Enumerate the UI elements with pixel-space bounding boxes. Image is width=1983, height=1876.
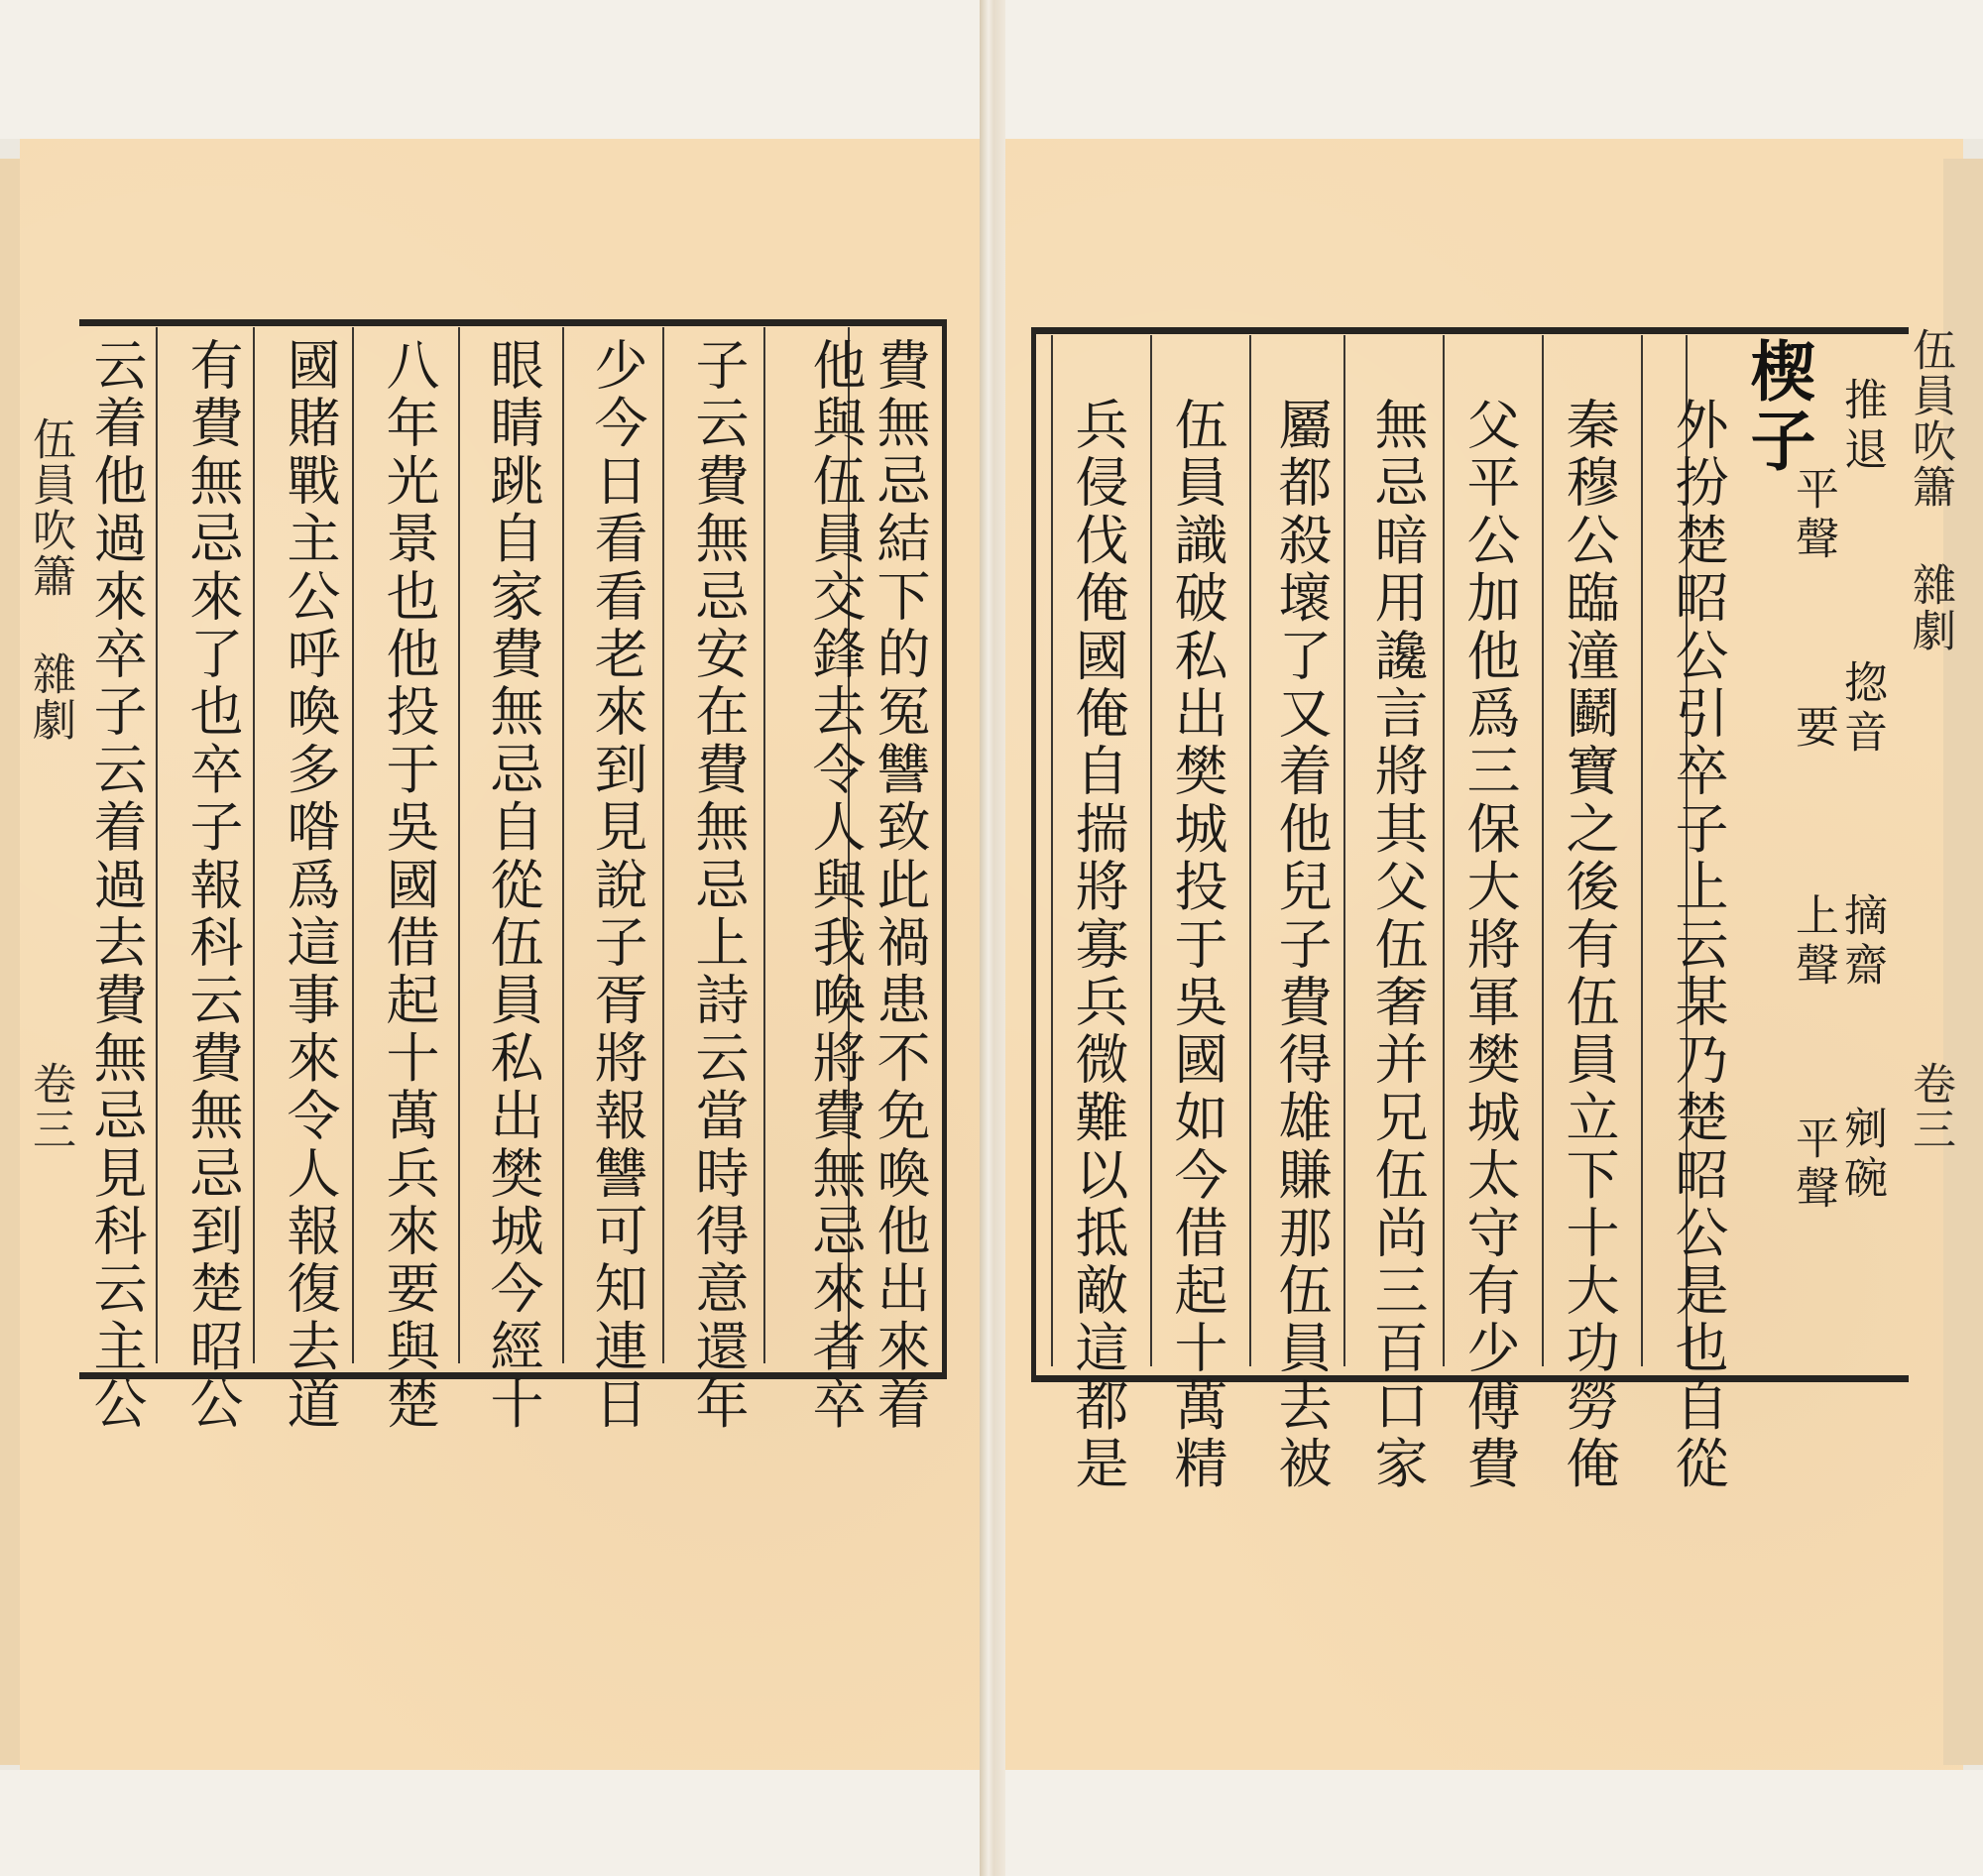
left-margin-title: 伍員吹簫 雜劇 xyxy=(25,416,75,743)
right-page-text-column: 外扮楚昭公引卒子上云某乃楚昭公是也自從 xyxy=(1667,397,1729,1493)
section-heading: 楔子 xyxy=(1739,337,1816,476)
left-page-text-column: 費無忌結下的冤讐致此禍患不免喚他出來着 xyxy=(869,337,931,1434)
annotation-2-low: 上聲 xyxy=(1788,892,1838,992)
annotation-1-bottom: 剜碗 xyxy=(1836,1106,1887,1205)
annotation-1-low: 摘齋 xyxy=(1836,892,1887,992)
right-page-text-column: 兵侵伐俺國俺自揣將寡兵微難以抵敵這都是 xyxy=(1067,397,1129,1493)
column-rule xyxy=(1150,335,1152,1366)
column-rule xyxy=(1443,335,1445,1366)
left-page-text-column: 八年光景也他投于吳國借起十萬兵來要與楚 xyxy=(378,337,440,1434)
column-rule xyxy=(763,327,765,1363)
column-rule xyxy=(1051,335,1053,1366)
column-rule xyxy=(352,327,354,1363)
column-rule xyxy=(253,327,255,1363)
left-page-text-column: 眼睛跳自家費無忌自從伍員私出樊城今經十 xyxy=(482,337,544,1434)
column-rule xyxy=(662,327,664,1363)
left-page-text-column: 子云費無忌安在費無忌上詩云當時得意還年 xyxy=(687,337,750,1434)
book-gutter xyxy=(980,0,1005,1876)
left-page-text-column: 云着他過來卒子云着過去費無忌見科云主公 xyxy=(85,337,148,1434)
left-page-text-column: 有費無忌來了也卒子報科云費無忌到楚昭公 xyxy=(181,337,244,1434)
column-rule xyxy=(156,327,158,1363)
left-page-text-column: 少今日看看老來到見說子胥將報讐可知連日 xyxy=(586,337,648,1434)
right-page-text-column: 伍員識破私出樊城投于吳國如今借起十萬精 xyxy=(1166,397,1228,1493)
column-rule xyxy=(458,327,460,1363)
right-page-text-column: 無忌暗用讒言將其父伍奢并兄伍尚三百口家 xyxy=(1366,397,1429,1493)
right-page-text-column: 父平公加他爲三保大將軍樊城太守有少傅費 xyxy=(1458,397,1521,1493)
annotation-1-top: 推退 xyxy=(1836,377,1887,476)
right-margin-page: 卷三 xyxy=(1905,1061,1955,1152)
column-rule xyxy=(1249,335,1251,1366)
annotation-2-bottom: 平聲 xyxy=(1788,1115,1838,1215)
left-page-text-column: 他與伍員交鋒去令人與我喚將費無忌來者卒 xyxy=(804,337,867,1434)
column-rule xyxy=(1542,335,1544,1366)
annotation-2-top: 平聲 xyxy=(1788,466,1838,565)
left-margin-page: 卷三 xyxy=(25,1061,75,1152)
annotation-1-mid: 㧾音 xyxy=(1836,659,1887,759)
annotation-2-mid: 要 xyxy=(1788,704,1838,754)
column-rule xyxy=(1641,335,1643,1366)
left-page-text-column: 國賭戰主公呼喚多喒爲這事來令人報復去道 xyxy=(279,337,341,1434)
column-rule xyxy=(562,327,564,1363)
column-rule xyxy=(1343,335,1345,1366)
right-page-text-column: 屬都殺壞了又着他兒子費得雄賺那伍員去被 xyxy=(1270,397,1333,1493)
right-margin-title: 伍員吹簫 雜劇 xyxy=(1905,327,1955,653)
right-page-text-column: 秦穆公臨潼鬬寶之後有伍員立下十大功勞俺 xyxy=(1558,397,1620,1493)
